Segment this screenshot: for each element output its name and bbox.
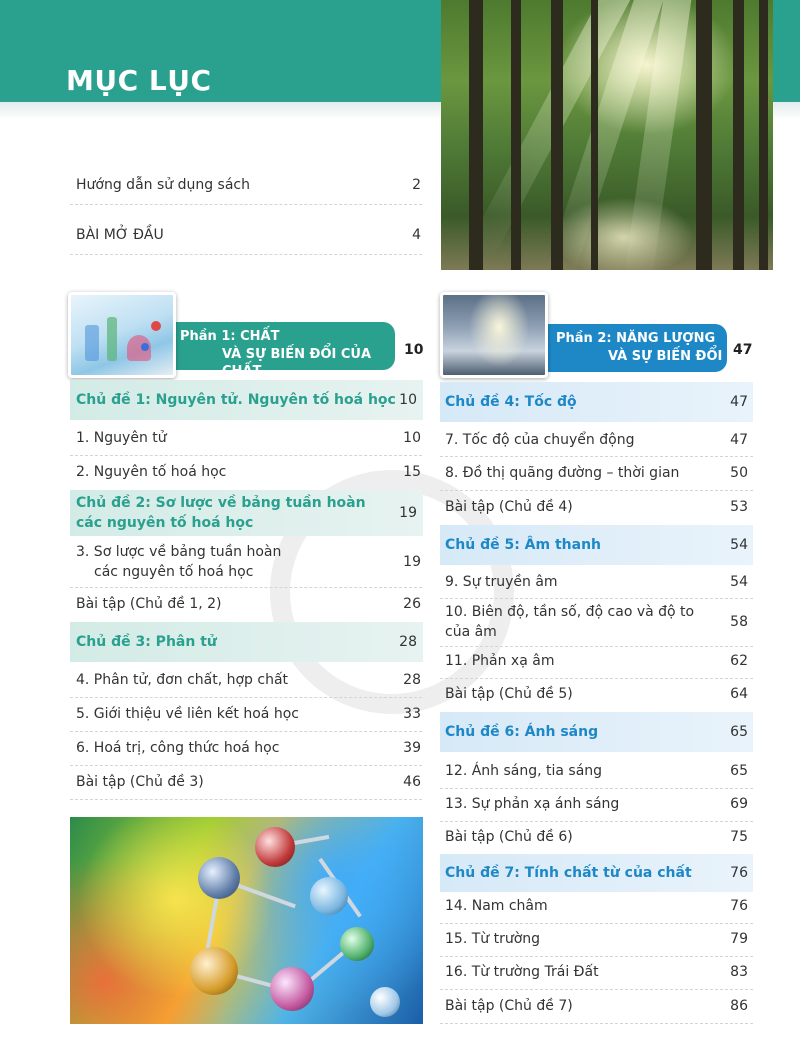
toc-label: 15. Từ trường <box>445 931 541 947</box>
toc-page: 62 <box>730 653 748 669</box>
lesson-row[interactable] <box>76 736 421 760</box>
toc-page: 58 <box>730 614 748 630</box>
toc-label: Chủ đề 3: Phân tử <box>76 634 217 650</box>
toc-page: 65 <box>730 724 748 740</box>
exercise-row[interactable] <box>445 682 748 706</box>
toc-label: 10. Biên độ, tần số, độ cao và độ to <box>445 604 695 620</box>
exercise-row[interactable] <box>445 994 748 1018</box>
exercise-row[interactable] <box>445 825 748 849</box>
toc-page: 69 <box>730 796 748 812</box>
chapter-row[interactable] <box>70 380 423 420</box>
toc-label: 1. Nguyên tử <box>76 430 167 446</box>
toc-page: 33 <box>403 706 421 722</box>
toc-label: Chủ đề 7: Tính chất từ của chất <box>445 865 692 881</box>
sun-clouds-thumbnail <box>440 292 548 378</box>
part2-page-number: 47 <box>733 342 753 358</box>
chapter-row[interactable] <box>70 490 423 536</box>
lesson-row[interactable] <box>445 792 748 816</box>
toc-page: 39 <box>403 740 421 756</box>
part1-tab[interactable] <box>150 322 395 379</box>
toc-label: Bài tập (Chủ đề 7) <box>445 998 573 1014</box>
toc-label: 7. Tốc độ của chuyển động <box>445 432 635 448</box>
chapter-row[interactable] <box>440 854 753 892</box>
toc-row-guide[interactable] <box>76 172 421 198</box>
exercise-row[interactable] <box>76 592 421 616</box>
toc-label: 3. Sơ lược về bảng tuần hoàn <box>76 544 282 560</box>
toc-label: 12. Ánh sáng, tia sáng <box>445 763 603 779</box>
toc-label: BÀI MỞ ĐẦU <box>76 227 164 243</box>
toc-page: 10 <box>399 392 417 408</box>
lesson-row[interactable] <box>445 428 748 452</box>
part2-title-line2: VÀ SỰ BIẾN ĐỔI <box>608 349 723 364</box>
toc-label: Hướng dẫn sử dụng sách <box>76 177 250 193</box>
toc-page: 28 <box>403 672 421 688</box>
chapter-row[interactable] <box>440 712 753 752</box>
toc-label: 11. Phản xạ âm <box>445 653 555 669</box>
toc-page: 76 <box>730 898 748 914</box>
lesson-row[interactable] <box>445 960 748 984</box>
toc-page: 47 <box>730 394 748 410</box>
toc-page: 46 <box>403 774 421 790</box>
toc-label: Chủ đề 6: Ánh sáng <box>445 724 599 740</box>
toc-label: Bài tập (Chủ đề 6) <box>445 829 573 845</box>
lesson-row[interactable] <box>76 702 421 726</box>
chapter-row[interactable] <box>440 525 753 565</box>
toc-label: 2. Nguyên tố hoá học <box>76 464 227 480</box>
toc-page: 54 <box>730 537 748 553</box>
toc-page: 76 <box>730 865 748 881</box>
toc-label: 8. Đồ thị quãng đường – thời gian <box>445 465 680 481</box>
toc-row-intro-lesson[interactable] <box>76 222 421 248</box>
lesson-row[interactable] <box>445 927 748 951</box>
lesson-row[interactable] <box>76 426 421 450</box>
lesson-row[interactable] <box>76 542 421 582</box>
lesson-row[interactable] <box>445 570 748 594</box>
toc-page: 86 <box>730 998 748 1014</box>
toc-page: 75 <box>730 829 748 845</box>
molecule-photo <box>70 817 423 1024</box>
toc-label: Bài tập (Chủ đề 5) <box>445 686 573 702</box>
lesson-row[interactable] <box>445 461 748 485</box>
page-title: MỤC LỤC <box>66 64 212 97</box>
toc-label: 5. Giới thiệu về liên kết hoá học <box>76 706 299 722</box>
lesson-row[interactable] <box>445 759 748 783</box>
toc-page: 47 <box>730 432 748 448</box>
toc-page: 64 <box>730 686 748 702</box>
exercise-row[interactable] <box>76 770 421 794</box>
toc-label: 4. Phân tử, đơn chất, hợp chất <box>76 672 289 688</box>
lesson-row[interactable] <box>445 602 748 642</box>
lesson-row[interactable] <box>76 668 421 692</box>
part1-page-number: 10 <box>404 342 424 358</box>
toc-page: 53 <box>730 499 748 515</box>
toc-label: Bài tập (Chủ đề 1, 2) <box>76 596 222 612</box>
toc-page: 65 <box>730 763 748 779</box>
part2-title-line1: Phần 2: NĂNG LƯỢNG <box>556 331 716 346</box>
toc-page: 50 <box>730 465 748 481</box>
toc-label: 14. Nam châm <box>445 898 548 914</box>
toc-page: 28 <box>399 634 417 650</box>
toc-label: 13. Sự phản xạ ánh sáng <box>445 796 620 812</box>
toc-label: 9. Sự truyền âm <box>445 574 558 590</box>
toc-page: 79 <box>730 931 748 947</box>
chapter-row[interactable] <box>70 622 423 662</box>
toc-label: Chủ đề 4: Tốc độ <box>445 394 577 410</box>
toc-label: 16. Từ trường Trái Đất <box>445 964 599 980</box>
toc-page: 19 <box>403 554 421 570</box>
toc-label: Bài tập (Chủ đề 4) <box>445 499 573 515</box>
toc-page: 26 <box>403 596 421 612</box>
forest-photo <box>441 0 773 270</box>
chapter-row[interactable] <box>440 382 753 422</box>
exercise-row[interactable] <box>445 495 748 519</box>
part2-tab[interactable] <box>520 324 727 372</box>
toc-label: Chủ đề 1: Nguyên tử. Nguyên tố hoá học <box>76 392 396 408</box>
toc-label-cont: của âm <box>445 624 497 640</box>
toc-label: Chủ đề 2: Sơ lược về bảng tuần hoàn <box>76 495 366 511</box>
toc-label: Chủ đề 5: Âm thanh <box>445 537 602 553</box>
toc-page: 10 <box>403 430 421 446</box>
part1-title-line1: Phần 1: CHẤT <box>180 329 280 344</box>
toc-page: 19 <box>399 505 417 521</box>
toc-page: 54 <box>730 574 748 590</box>
part1-title-line2: VÀ SỰ BIẾN ĐỔI CỦA CHẤT <box>222 347 372 379</box>
toc-page: 4 <box>412 227 421 243</box>
toc-label: Bài tập (Chủ đề 3) <box>76 774 204 790</box>
lesson-row[interactable] <box>445 649 748 673</box>
toc-page: 15 <box>403 464 421 480</box>
lab-glassware-thumbnail <box>68 292 176 378</box>
lesson-row[interactable] <box>76 460 421 484</box>
toc-label: 6. Hoá trị, công thức hoá học <box>76 740 280 756</box>
toc-label-cont: các nguyên tố hoá học <box>76 515 254 531</box>
toc-page: 2 <box>412 177 421 193</box>
lesson-row[interactable] <box>445 894 748 918</box>
toc-page: 83 <box>730 964 748 980</box>
toc-label-cont: các nguyên tố hoá học <box>94 564 254 580</box>
